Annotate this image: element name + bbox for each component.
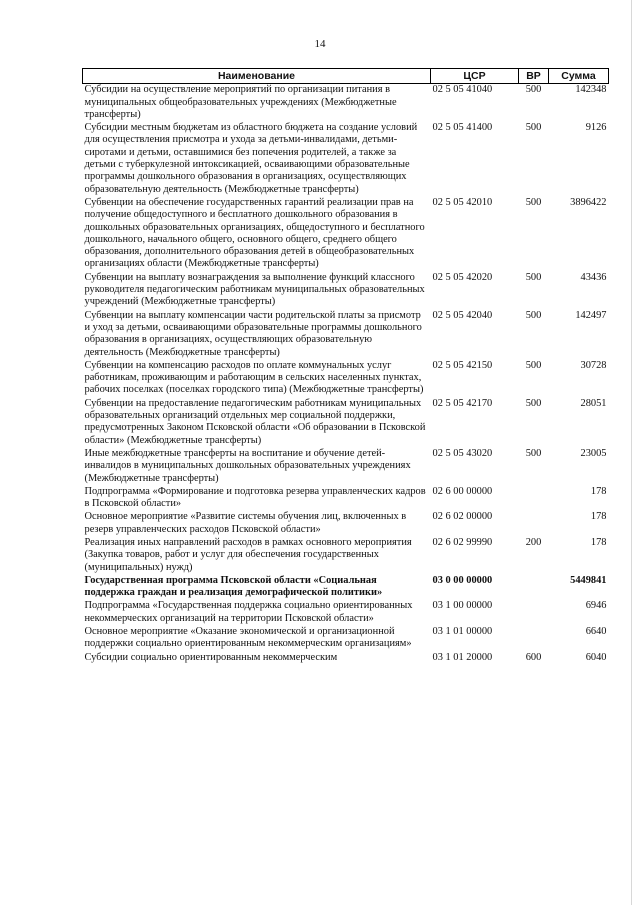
page-number: 14 bbox=[314, 38, 326, 50]
header-vr: ВР bbox=[519, 69, 549, 84]
table-row bbox=[83, 626, 609, 652]
table-row bbox=[83, 310, 609, 360]
row-sum-cell: 142497 bbox=[575, 309, 607, 321]
row-sum-cell: 43436 bbox=[580, 271, 607, 283]
row-sum-cell: 6946 bbox=[585, 600, 607, 612]
row-name-cell: Субсидии на осуществление мероприятий по организации питания в муниципальных общеобразовательных учреждениях (Межбюджетные трансферты) bbox=[84, 84, 397, 120]
table-row bbox=[83, 272, 609, 310]
row-code-cell: 02 5 05 43020 bbox=[432, 447, 493, 459]
row-code-cell: 02 5 05 41400 bbox=[432, 122, 493, 134]
row-sum-cell: 9126 bbox=[585, 122, 607, 134]
table-row bbox=[83, 511, 609, 537]
row-code-cell: 02 5 05 41040 bbox=[432, 84, 493, 96]
row-code-cell: 02 5 05 42170 bbox=[432, 397, 493, 409]
row-sum-cell: 6040 bbox=[585, 651, 607, 663]
row-vr-cell bbox=[519, 600, 549, 626]
header-sum: Сумма bbox=[549, 69, 609, 84]
table-row bbox=[83, 360, 609, 398]
table-header-row bbox=[83, 69, 609, 84]
row-vr-cell: 500 bbox=[525, 447, 542, 459]
table-row bbox=[83, 575, 609, 601]
row-name-cell: Субвенции на выплату вознаграждения за выполнение функций классного руководителя педагогическим работникам муниципальных образовательных учреждений (Межбюджетные трансферты) bbox=[84, 271, 425, 308]
row-vr-cell bbox=[519, 575, 549, 601]
row-sum-cell: 5449841 bbox=[570, 574, 607, 586]
table-row bbox=[83, 398, 609, 448]
row-vr-cell: 500 bbox=[525, 271, 542, 283]
row-sum-cell: 6640 bbox=[585, 626, 607, 638]
row-sum-cell: 30728 bbox=[580, 359, 607, 371]
row-vr-cell bbox=[519, 626, 549, 652]
row-name-cell: Основное мероприятие «Развитие системы обучения лиц, включенных в резерв управленческих расходов Псковской области» bbox=[84, 511, 407, 535]
table-row bbox=[83, 537, 609, 575]
table-body bbox=[83, 84, 609, 665]
row-vr-cell: 500 bbox=[525, 359, 542, 371]
row-name-cell: Реализация иных направлений расходов в рамках основного мероприятия (Закупка товаров, работ и услуг для обеспечения государственных (муниципальных) нужд) bbox=[84, 536, 412, 573]
row-code-cell: 03 1 01 20000 bbox=[432, 651, 493, 663]
row-name-cell: Субсидии местным бюджетам из областного бюджета на создание условий для осуществления присмотра и ухода за детьми-инвалидами, детьми-сиротами и детьми, оставшимися без попечения родителей, а также за детьми с туберкулезной интоксикацией, осваивающими образовательные программы дошкольного образования в организациях, осуществляющих образовательную деятельность (Межбюджетные трансферты) bbox=[84, 122, 418, 195]
row-code-cell: 03 0 00 00000 bbox=[432, 574, 493, 586]
row-code-cell: 02 6 00 00000 bbox=[432, 485, 493, 497]
row-vr-cell: 500 bbox=[525, 397, 542, 409]
row-code-cell: 02 5 05 42010 bbox=[432, 196, 493, 208]
header-code: ЦСР bbox=[431, 69, 519, 84]
row-name-cell: Субвенции на предоставление педагогическим работникам муниципальных образовательных организаций отдельных мер социальной поддержки, предусмотренных Законом Псковской области «Об образовании в Псковской области» (Межбюджетные трансферты) bbox=[84, 397, 426, 446]
row-sum-cell: 178 bbox=[590, 511, 607, 523]
row-name-cell: Подпрограмма «Государственная поддержка социально ориентированных некоммерческих организаций на территории Псковской области» bbox=[84, 600, 413, 624]
row-name-cell: Субсидии социально ориентированным некоммерческим bbox=[84, 651, 338, 663]
table-row bbox=[83, 448, 609, 486]
row-name-cell: Субвенции на компенсацию расходов по оплате коммунальных услуг работникам, проживающим и работающим в сельских населенных пунктах, рабочих поселках (поселках городского типа) (Межбюджетные трансферты) bbox=[84, 359, 424, 396]
header-name: Наименование bbox=[83, 69, 431, 84]
table-row bbox=[83, 486, 609, 512]
row-vr-cell: 500 bbox=[525, 122, 542, 134]
row-name-cell: Субвенции на выплату компенсации части родительской платы за присмотр и уход за детьми, осваивающими образовательные программы дошкольного образования в организациях, осуществляющих образовательную деятельность (Межбюджетные трансферты) bbox=[84, 309, 422, 358]
row-sum-cell: 28051 bbox=[580, 397, 607, 409]
row-name-cell: Основное мероприятие «Оказание экономической и организационной поддержки социально ориентированным некоммерческим организациям» bbox=[84, 626, 412, 650]
row-code-cell: 03 1 01 00000 bbox=[432, 626, 493, 638]
row-code-cell: 02 5 05 42150 bbox=[432, 359, 493, 371]
row-vr-cell: 500 bbox=[525, 309, 542, 321]
row-sum-cell: 3896422 bbox=[570, 196, 607, 208]
row-vr-cell bbox=[519, 511, 549, 537]
row-name-cell: Субвенции на обеспечение государственных гарантий реализации прав на получение общедоступного и бесплатного дошкольного образования в дошкольных образовательных организациях, общедоступного и бесплатного дошкольного, начального общего, основного общего, среднего общего образования, дополнительного образования детей в общеобразовательных организациях области (Межбюджетные трансферты) bbox=[84, 196, 425, 270]
row-sum-cell: 142348 bbox=[575, 84, 607, 96]
row-name-cell: Подпрограмма «Формирование и подготовка резерва управленческих кадров в Псковской области» bbox=[84, 485, 426, 510]
row-vr-cell: 600 bbox=[525, 651, 542, 663]
row-vr-cell: 500 bbox=[525, 196, 542, 208]
row-sum-cell: 23005 bbox=[580, 447, 607, 459]
table-row bbox=[83, 122, 609, 197]
row-name-cell: Государственная программа Псковской области «Социальная поддержка граждан и реализация демографической политики» bbox=[84, 574, 383, 599]
budget-table bbox=[82, 68, 609, 665]
table-row bbox=[83, 600, 609, 626]
row-sum-cell: 178 bbox=[590, 536, 607, 548]
row-vr-cell: 500 bbox=[525, 84, 542, 96]
scan-edge-line bbox=[631, 0, 632, 905]
row-vr-cell: 200 bbox=[525, 536, 542, 548]
row-vr-cell bbox=[519, 486, 549, 512]
table-row bbox=[83, 197, 609, 272]
row-name-cell: Иные межбюджетные трансферты на воспитание и обучение детей-инвалидов в муниципальных дошкольных образовательных учреждениях (Межбюджетные трансферты) bbox=[84, 447, 411, 484]
row-code-cell: 03 1 00 00000 bbox=[432, 600, 493, 612]
row-code-cell: 02 5 05 42020 bbox=[432, 271, 493, 283]
row-code-cell: 02 6 02 99990 bbox=[432, 536, 493, 548]
table-row bbox=[83, 652, 609, 665]
row-code-cell: 02 6 02 00000 bbox=[432, 511, 493, 523]
row-sum-cell: 178 bbox=[590, 485, 607, 497]
row-code-cell: 02 5 05 42040 bbox=[432, 309, 493, 321]
table-row bbox=[83, 84, 609, 122]
